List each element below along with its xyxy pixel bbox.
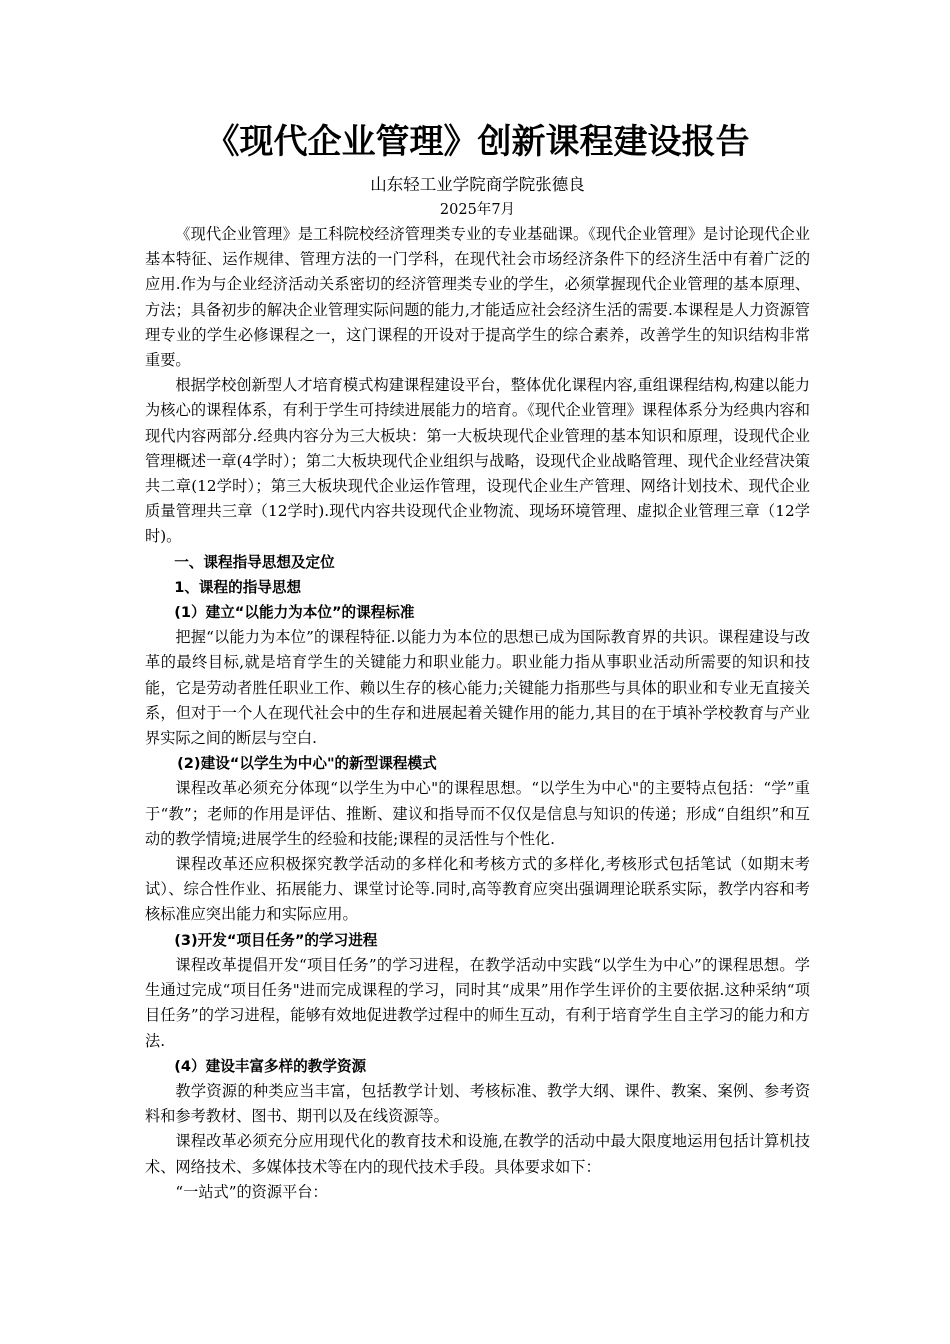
- item-paragraph-4b: 课程改革必须充分应用现代化的教育技术和设施,在教学的活动中最大限度地运用包括计算机技术、网络技术、多媒体技术等在内的现代技术手段。具体要求如下：: [145, 1132, 810, 1176]
- structure-paragraph: 根据学校创新型人才培育模式构建课程建设平台，整体优化课程内容,重组课程结构,构建以能力为核心的课程体系，有利于学生可持续进展能力的培育。《现代企业管理》课程体系分为经典内容和现代内容两部分.经典内容分为三大板块：第一大板块现代企业管理的基本知识和原理，设现代企业管理概述一章(4学时）；第二大板块现代企业组织与战略，设现代企业战略管理、现代企业经营决策共二章(12学时）；第三大板块现代企业运作管理，设现代企业生产管理、网络计划技术、现代企业质量管理共三章（12学时).现代内容共设现代企业物流、现场环境管理、虚拟企业管理三章（12学时)。: [145, 376, 810, 546]
- document-author: 山东轻工业学院商学院张德良: [370, 175, 585, 194]
- item-paragraph-2b: 课程改革还应积极探究教学活动的多样化和考核方式的多样化,考核形式包括笔试（如期末考试）、综合性作业、拓展能力、课堂讨论等.同时,高等教育应突出强调理论联系实际，教学内容和考核标准应突出能力和实际应用。: [145, 855, 810, 924]
- item-paragraph-1: 把握“以能力为本位”的课程特征.以能力为本位的思想已成为国际教育界的共识。课程建设与改革的最终目标,就是培育学生的关键能力和职业能力。职业能力指从事职业活动所需要的知识和技能，它是劳动者胜任职业工作、赖以生存的核心能力;关键能力指那些与具体的职业和专业无直接关系，但对于一个人在现代社会中的生存和进展起着关键作用的能力,其目的在于填补学校教育与产业界实际之间的断层与空白.: [145, 628, 810, 748]
- section-heading: 一、课程指导思想及定位: [174, 553, 335, 571]
- document-title: 《现代企业管理》创新课程建设报告: [205, 122, 750, 162]
- intro-paragraph: 《现代企业管理》是工科院校经济管理类专业的专业基础课。《现代企业管理》是讨论现代企业基本特征、运作规律、管理方法的一门学科，在现代社会市场经济条件下的经济生活中有着广泛的应用.作为与企业经济活动关系密切的经济管理类专业的学生，必须掌握现代企业管理的基本原理、方法；具备初步的解决企业管理实际问题的能力,才能适应社会经济生活的需要.本课程是人力资源管理专业的学生必修课程之一，这门课程的开设对于提高学生的综合素养，改善学生的知识结构非常重要。: [145, 225, 810, 370]
- subsection-heading: 1、课程的指导思想: [174, 578, 302, 596]
- item-paragraph-3: 课程改革提倡开发“项目任务”的学习进程，在教学活动中实践“以学生为中心”的课程思想。学生通过完成“项目任务"进而完成课程的学习，同时其“成果”用作学生评价的主要依据.这种采纳“项目任务”的学习进程，能够有效地促进教学过程中的师生互动，有利于培育学生自主学习的能力和方法.: [145, 955, 810, 1050]
- item-heading-1: (1）建立“以能力为本位”的课程标准: [174, 604, 415, 622]
- item-heading-2: (2)建设“以学生为中心"的新型课程模式: [177, 755, 437, 773]
- item-heading-3: (3)开发“项目任务”的学习进程: [174, 931, 378, 949]
- item-paragraph-2a: 课程改革必须充分体现“以学生为中心"的课程思想。“以学生为中心"的主要特点包括：“学”重于“教”；老师的作用是评估、推断、建议和指导而不仅仅是信息与知识的传递；形成“自组织”和互动的教学情境;进展学生的经验和技能;课程的灵活性与个性化.: [145, 779, 810, 848]
- document-date: 2025年7月: [439, 202, 516, 218]
- document-page: [145, 118, 810, 1205]
- item-paragraph-4a: 教学资源的种类应当丰富，包括教学计划、考核标准、教学大纲、课件、教案、案例、参考资料和参考教材、图书、期刊以及在线资源等。: [145, 1081, 810, 1126]
- item-heading-4: (4）建设丰富多样的教学资源: [174, 1057, 367, 1075]
- item-paragraph-4c: “一站式”的资源平台：: [175, 1182, 328, 1201]
